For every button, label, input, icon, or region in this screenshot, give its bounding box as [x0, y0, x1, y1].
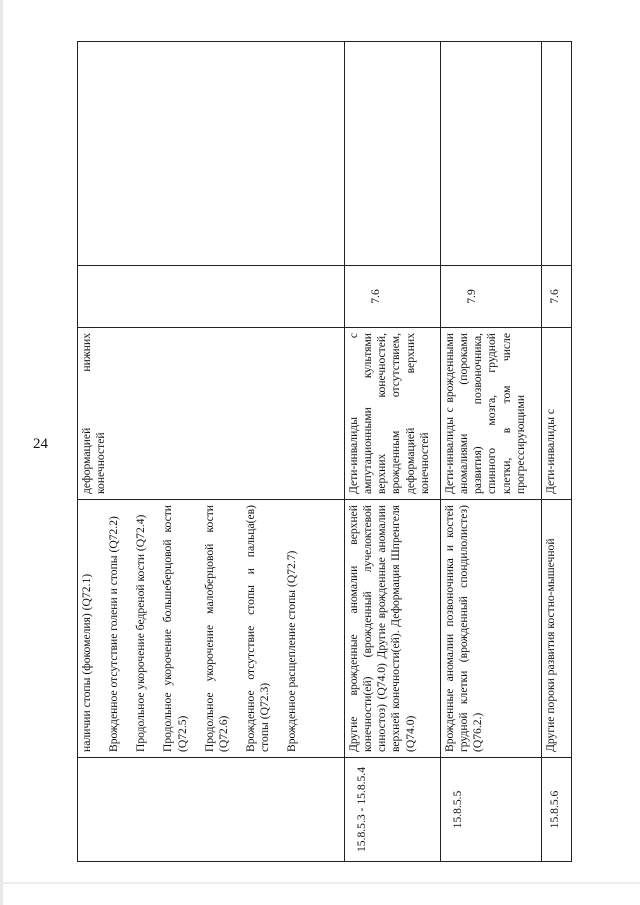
standard-cell: 7.6 [542, 266, 572, 328]
disease-cell: Врожденные аномалии позвоночника и костей грудной клетки (врожденный спондилолистез) (Q76.2.) [441, 500, 542, 758]
disease-line: наличии стопы (фокомелия) (Q72.1) [80, 573, 93, 752]
scan-bottom-edge [0, 882, 640, 884]
code-cell: 15.8.5.3 - 15.8.5.4 [345, 758, 441, 862]
code-cell [78, 758, 345, 862]
empty-cell [441, 42, 542, 266]
code-cell: 15.8.5.6 [542, 758, 572, 862]
standard-cell [78, 266, 345, 328]
standard-cell: 7.6 [345, 266, 441, 328]
patient-group-cell: Дети-инвалиды с ампутационными культями верхних конечностей, врожденным отсутствием, деформацией верхних конечностей [345, 328, 441, 500]
document-table-rotated [77, 42, 571, 862]
disease-cell: Другие пороки развития костно-мышечной [542, 500, 572, 758]
disease-line: Продольное укорочение бедреной кости (Q72.4) [134, 514, 148, 752]
table-row [78, 42, 345, 862]
disease-line: Врожденное отсутствие голени и стопы (Q72.2) [107, 516, 121, 752]
table-row [441, 42, 542, 862]
page-number: 24 [33, 436, 48, 452]
disease-line: Врожденное отсутствие стопы и пальца(ев) стопы (Q72.3) [243, 505, 272, 752]
disease-cell [78, 500, 345, 758]
table-row [542, 42, 572, 862]
code-cell: 15.8.5.5 [441, 758, 542, 862]
patient-group-cell: деформацией нижних конечностей [78, 328, 345, 500]
empty-cell [542, 42, 572, 266]
standard-cell: 7.9 [441, 266, 542, 328]
patient-group-cell: Дети-инвалиды с врожденными аномалиями (пороками развития) позвоночника, спинного мозга, грудной клетки, в том числе прогрессирующими [441, 328, 542, 500]
disease-line: Продольное укорочение большеберцовой кости (Q72.5) [161, 505, 189, 752]
patient-group-cell: Дети-инвалиды с [542, 328, 572, 500]
disease-cell: Другие врожденные аномалии верхней конечности(ей) (врожденный лучелоктевой синостоз) (Q74.0) Другие врожденные аномалии верхней конечности(ей). Деформация Шпренгеля (Q74.0) [345, 500, 441, 758]
disease-line: Врожденное расщепление стопы (Q72.7) [285, 550, 299, 752]
empty-cell [345, 42, 441, 266]
rehab-standards-table [77, 41, 572, 862]
table-row [345, 42, 441, 862]
empty-cell [78, 42, 345, 266]
scan-left-edge [0, 0, 3, 905]
disease-line: Продольное укорочение малоберцовой кости (Q72.6) [202, 505, 230, 752]
